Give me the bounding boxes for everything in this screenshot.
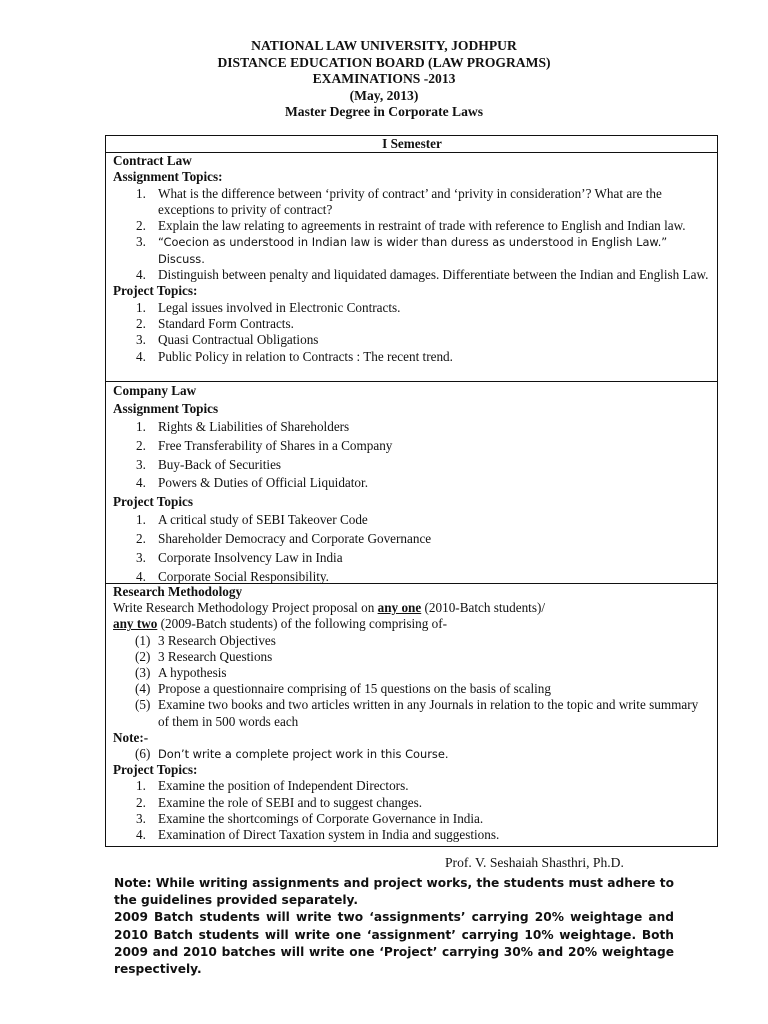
list-item: 1. Legal issues involved in Electronic Contracts. xyxy=(136,299,401,315)
note-weightage: 2009 Batch students will write two ‘assignments’ carrying 20% weightage and 2010 Batch students will write one ‘assignment’ carrying 10% weightage. Both 2009 and 2010 batches will write one ‘Project’ carrying 30% and 20% weightage respectively. xyxy=(114,910,674,977)
list-item: 2. Explain the law relating to agreements in restraint of trade with reference to English and Indian law. xyxy=(136,218,686,234)
research-methodology-section xyxy=(106,583,717,846)
list-item: 4. Examination of Direct Taxation system in India and suggestions. xyxy=(136,827,500,843)
list-item: 4. Corporate Social Responsibility. xyxy=(136,568,329,584)
exam-title: EXAMINATIONS -2013 xyxy=(312,71,456,87)
contract-project-list xyxy=(113,300,711,365)
closing-notes xyxy=(114,875,674,978)
university-name: NATIONAL LAW UNIVERSITY, JODHPUR xyxy=(251,38,517,53)
research-title: Research Methodology xyxy=(113,584,243,599)
list-item: (5) Examine two books and two articles written in any Journals in relation to the topic and write summary of them in 500 words each xyxy=(135,697,699,729)
company-project-list xyxy=(113,511,711,586)
list-item: 2. Standard Form Contracts. xyxy=(136,315,294,331)
exam-date: (May, 2013) xyxy=(349,87,419,103)
list-item: 4. Distinguish between penalty and liquidated damages. Differentiate between the Indian and English Law. xyxy=(136,267,709,283)
signature: Prof. V. Seshaiah Shasthri, Ph.D. xyxy=(445,855,624,870)
list-item: 3. Buy-Back of Securities xyxy=(136,456,282,472)
contract-assignment-label: Assignment Topics: xyxy=(113,169,223,185)
list-item: 3. “Coecion as understood in Indian law is wider than duress as understood in English Law.” Discuss. xyxy=(136,234,668,266)
list-item: 1. A critical study of SEBI Takeover Code xyxy=(136,512,368,528)
list-item: 3. Quasi Contractual Obligations xyxy=(136,332,319,348)
company-law-section xyxy=(106,381,717,583)
contract-assignment-list xyxy=(113,186,711,284)
program-name: Master Degree in Corporate Laws xyxy=(284,104,484,120)
document-header xyxy=(0,38,768,121)
research-note-label: Note:- xyxy=(113,729,149,745)
list-item: 2. Examine the role of SEBI and to suggest changes. xyxy=(136,794,423,810)
company-law-title: Company Law xyxy=(113,383,197,398)
list-item: 2. Free Transferability of Shares in a Company xyxy=(136,437,393,453)
company-assignment-list xyxy=(113,418,711,493)
list-item: 3. Examine the shortcomings of Corporate Governance in India. xyxy=(136,810,484,826)
list-item: (3) A hypothesis xyxy=(135,665,227,681)
list-item: (4) Propose a questionnaire comprising of 15 questions on the basis of scaling xyxy=(135,681,551,697)
research-project-list xyxy=(113,778,711,843)
semester-heading: I Semester xyxy=(382,136,442,151)
research-requirements-list xyxy=(113,633,711,730)
contract-law-section xyxy=(106,152,717,381)
company-project-label: Project Topics xyxy=(113,494,193,510)
list-item: 1. Rights & Liabilities of Shareholders xyxy=(136,419,350,434)
list-item: 4. Public Policy in relation to Contracts : The recent trend. xyxy=(136,348,453,364)
contract-project-label: Project Topics: xyxy=(113,283,198,299)
list-item: 2. Shareholder Democracy and Corporate Governance xyxy=(136,530,432,546)
contract-law-title: Contract Law xyxy=(113,153,192,168)
list-item: 1. Examine the position of Independent Directors. xyxy=(136,778,409,794)
research-note-list xyxy=(113,746,711,762)
list-item: 4. Powers & Duties of Official Liquidator. xyxy=(136,475,368,491)
list-item: 3. Corporate Insolvency Law in India xyxy=(136,549,343,565)
topics-table xyxy=(105,135,718,847)
note-guidelines: Note: While writing assignments and project works, the students must adhere to the guidelines provided separately. xyxy=(114,876,674,908)
company-assignment-label: Assignment Topics xyxy=(113,401,219,416)
list-item: (1) 3 Research Objectives xyxy=(135,632,276,648)
research-intro: Write Research Methodology Project proposal on any one (2010-Batch students)/ any two (2009-Batch students) of the following comprising of- xyxy=(113,600,546,632)
board-name: DISTANCE EDUCATION BOARD (LAW PROGRAMS) xyxy=(217,54,551,70)
list-item: (2) 3 Research Questions xyxy=(135,648,273,664)
list-item: (6) Don’t write a complete project work in this Course. xyxy=(135,746,449,762)
list-item: 1. What is the difference between ‘privity of contract’ and ‘privity in consideration’? What are the exceptions to privity of contract? xyxy=(136,185,662,217)
research-project-label: Project Topics: xyxy=(113,762,198,778)
